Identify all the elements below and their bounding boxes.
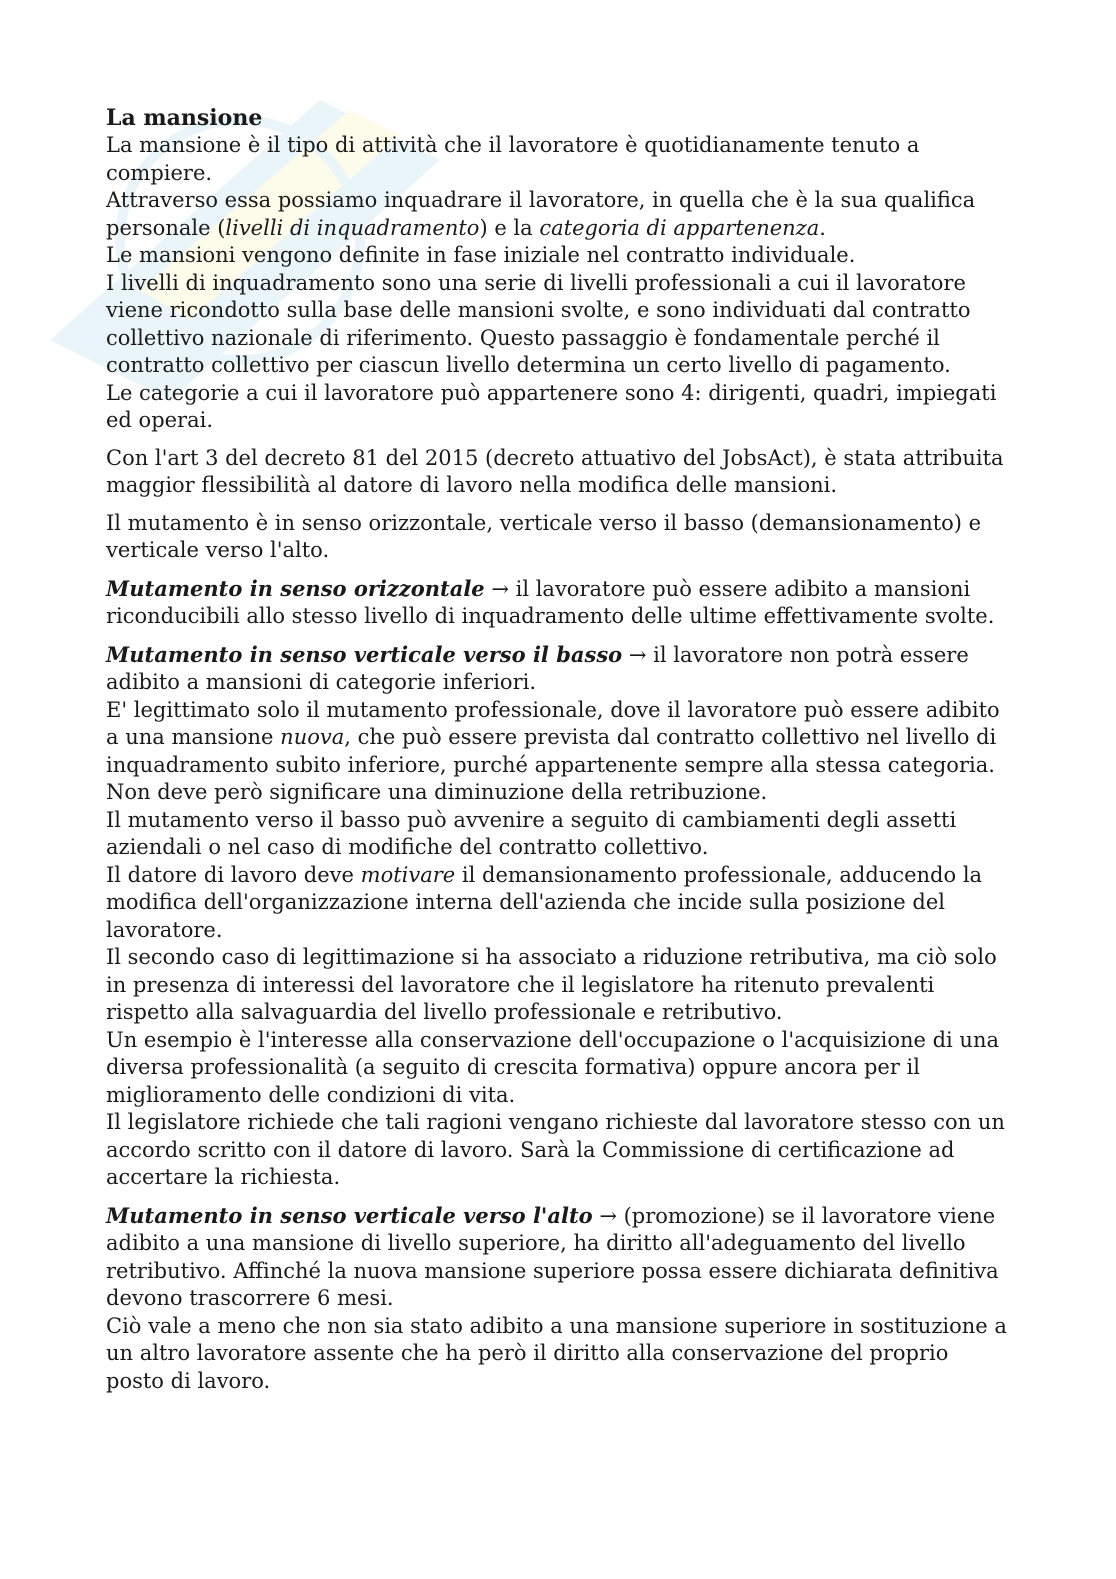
- paragraph: Un esempio è l'interesse alla conservazione dell'occupazione o l'acquisizione di una diversa professionalità (a seguito di crescita formativa) oppure ancora per il miglioramento delle condizioni di vita.: [106, 1027, 1000, 1107]
- paragraph: Le categorie a cui il lavoratore può appartenere sono 4: dirigenti, quadri, impiegati ed operai.: [106, 380, 997, 432]
- page-title: La mansione: [106, 105, 263, 131]
- paragraph: Ciò vale a meno che non sia stato adibito a una mansione superiore in sostituzione a un altro lavoratore assente che ha però il diritto alla conservazione del proprio posto di lavoro.: [106, 1313, 1007, 1393]
- section-alto: Mutamento in senso verticale verso l'alto → (promozione) se il lavoratore viene adibito a una mansione di livello superiore, ha diritto all'adeguamento del livello retributivo. Affinché la nuova mansione superiore possa essere dichiarata definitiva devono trascorrere 6 mesi.: [106, 1202, 999, 1310]
- paragraph: La mansione è il tipo di attività che il lavoratore è quotidianamente tenuto a compiere.: [106, 133, 920, 185]
- paragraph: I livelli di inquadramento sono una serie di livelli professionali a cui il lavoratore viene ricondotto sulla base delle mansioni svolte, e sono individuati dal contratto collettivo nazionale di riferimento. Questo passaggio è fondamentale perché il contratto collettivo per ciascun livello determina un certo livello di pagamento.: [106, 270, 971, 377]
- paragraph: Il datore di lavoro deve motivare il demansionamento professionale, adducendo la modifica dell'organizzazione interna dell'azienda che incide sulla posizione del lavoratore.: [106, 862, 983, 942]
- section-heading: Mutamento in senso orizzontale: [106, 575, 485, 601]
- section-heading: Mutamento in senso verticale verso il basso: [106, 641, 623, 667]
- paragraph: Non deve però significare una diminuzione della retribuzione.: [106, 780, 768, 804]
- paragraph: Le mansioni vengono definite in fase iniziale nel contratto individuale.: [106, 243, 856, 267]
- paragraph: Il mutamento è in senso orizzontale, verticale verso il basso (demansionamento) e verticale verso l'alto.: [106, 510, 982, 562]
- section-heading: Mutamento in senso verticale verso l'alto: [106, 1202, 593, 1228]
- paragraph: Il mutamento verso il basso può avvenire a seguito di cambiamenti degli assetti aziendali o nel caso di modifiche del contratto collettivo.: [106, 807, 957, 859]
- paragraph: Attraverso essa possiamo inquadrare il lavoratore, in quella che è la sua qualifica personale (livelli di inquadramento) e la categoria di appartenenza.: [106, 188, 976, 240]
- section-orizzontale: Mutamento in senso orizzontale → il lavoratore può essere adibito a mansioni riconducibili allo stesso livello di inquadramento delle ultime effettivamente svolte.: [106, 575, 995, 628]
- paragraph: Con l'art 3 del decreto 81 del 2015 (decreto attuativo del JobsAct), è stata attribuita maggior flessibilità al datore di lavoro nella modifica delle mansioni.: [106, 445, 1004, 497]
- paragraph: Il legislatore richiede che tali ragioni vengano richieste dal lavoratore stesso con un accordo scritto con il datore di lavoro. Sarà la Commissione di certificazione ad accertare la richiesta.: [106, 1110, 1005, 1189]
- section-basso: Mutamento in senso verticale verso il basso → il lavoratore non potrà essere adibito a mansioni di categorie inferiori.: [106, 641, 969, 694]
- paragraph: Il secondo caso di legittimazione si ha associato a riduzione retributiva, ma ciò solo in presenza di interessi del lavoratore che il legislatore ha ritenuto prevalenti rispetto alla salvaguardia del livello professionale e retributivo.: [106, 945, 997, 1024]
- paragraph: E' legittimato solo il mutamento professionale, dove il lavoratore può essere adibito a una mansione nuova, che può essere prevista dal contratto collettivo nel livello di inquadramento subito inferiore, purché appartenente sempre alla stessa categoria.: [106, 697, 1000, 777]
- document-body: [106, 104, 1011, 1395]
